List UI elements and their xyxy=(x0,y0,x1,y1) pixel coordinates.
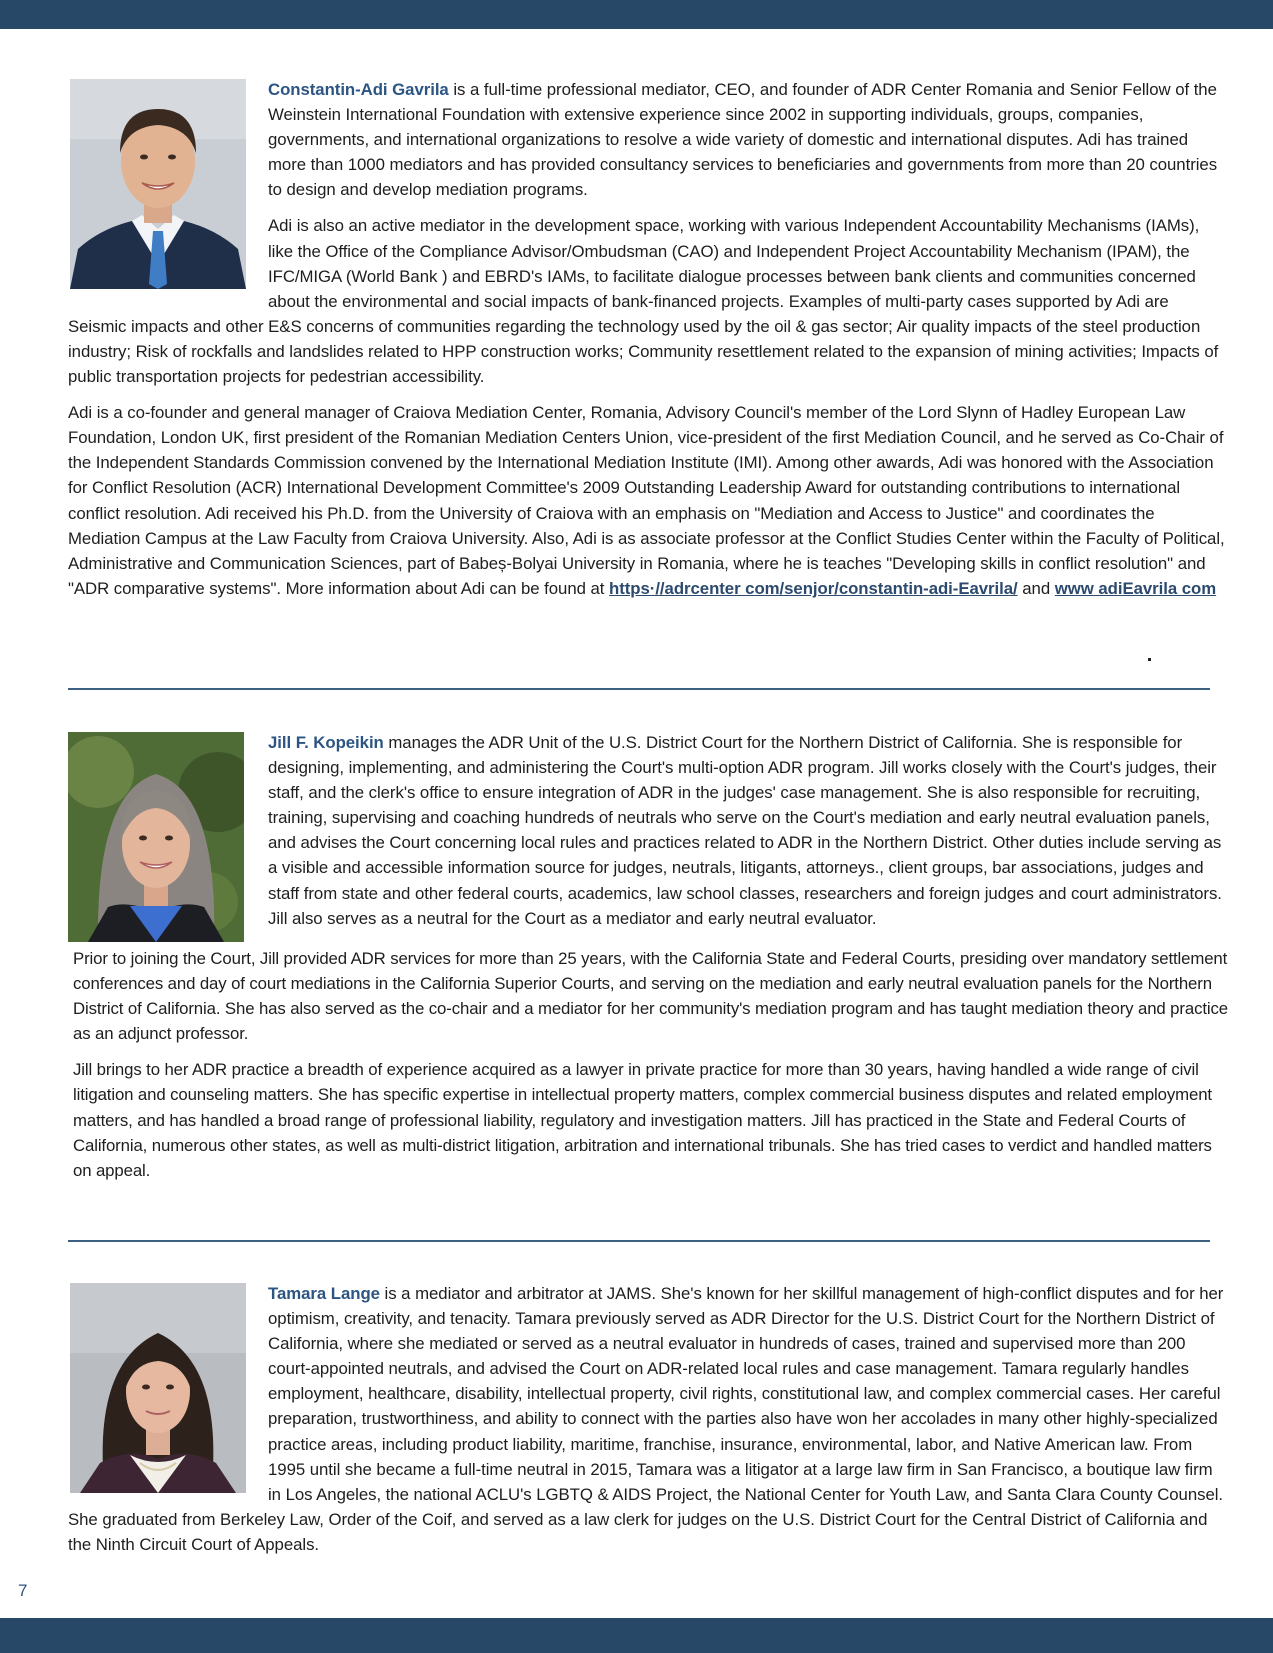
person-name: Constantin-Adi Gavrila xyxy=(268,80,449,99)
portrait-man-icon xyxy=(70,79,246,289)
personal-site-link[interactable]: www adiEavrila com xyxy=(1054,578,1217,598)
portrait-woman-icon xyxy=(68,732,244,942)
page-number: 7 xyxy=(18,1581,28,1600)
person-name: Jill F. Kopeikin xyxy=(268,733,384,752)
bio-paragraph-3: Jill brings to her ADR practice a breadth of experience acquired as a lawyer in private practice for more than 30 years, having handled a wide range of civil litigation and counseling matters. She has specific expertise in intellectual property matters, complex commercial business disputes and related employment matters, and has handled a broad range of professional liability, regulatory and investigation matters. Jill has practiced in the State and Federal Courts of California, numerous other states, as well as multi-district litigation, arbitration and international tribunals. She has tried cases to verdict and handled matters on appeal. xyxy=(73,1060,1212,1180)
person-name: Tamara Lange xyxy=(268,1284,380,1303)
adrcenter-link[interactable]: https·//adrcenter com/senjor/constantin-adi-Eavrila/ xyxy=(609,578,1018,598)
bottom-band xyxy=(0,1618,1273,1653)
stray-dot xyxy=(1148,658,1151,661)
portrait-woman-icon xyxy=(70,1283,246,1493)
bio-paragraph-3: Adi is a co-founder and general manager of Craiova Mediation Center, Romania, Advisory Council's member of the Lord Slynn of Hadley European Law Foundation, London UK, first president of the Romanian Mediation Centers Union, vice-president of the first Mediation Council, and he served as Co-Chair of the Independent Standards Commission convened by the International Mediation Institute (IMI). Among other awards, Adi was honored with the Association for Conflict Resolution (ACR) International Development Committee's 2009 Outstanding Leadership Award for outstanding contributions to international conflict resolution. Adi received his Ph.D. from the University of Craiova with an emphasis on "Mediation and Access to Justice" and coordinates the Mediation Campus at the Law Faculty from Craiova University. Also, Adi is as associate professor at the Conflict Studies Center within the Faculty of Political, Administrative and Communication Sciences, part of Babeș-Bolyai University in Romania, where he is teaches "Developing skills in conflict resolution" and "ADR comparative systems". More information about Adi can be found at https·//adrcenter com/senjor/constantin-adi-Eavrila/ and www adiEavrila com xyxy=(68,403,1225,598)
top-band xyxy=(0,0,1273,29)
section-divider xyxy=(68,1240,1210,1242)
bio-paragraph-1: Constantin-Adi Gavrila is a full-time professional mediator, CEO, and founder of ADR Center Romania and Senior Fellow of the Weinstein International Foundation with extensive experience since 2002 in supporting individuals, groups, companies, governments, and international organizations to resolve a wide variety of domestic and international disputes. Adi has trained more than 1000 mediators and has provided consultancy services to beneficiaries and governments from more than 20 countries to design and develop mediation programs. xyxy=(268,80,1218,200)
bio-paragraph-1: Tamara Lange is a mediator and arbitrator at JAMS. She's known for her skillful management of high-conflict disputes and for her optimism, creativity, and tenacity. Tamara previously served as ADR Director for the U.S. District Court for the Northern District of California, where she mediated or served as a neutral evaluator in hundreds of cases, trained and supervised more than 200 court-appointed neutrals, and advised the Court on ADR-related local rules and case management. Tamara regularly handles employment, healthcare, disability, intellectual property, civil rights, constitutional law, and complex commercial cases. Her careful preparation, trustworthiness, and ability to connect with the parties also have won her accolades in many other highly-specialized practice areas, including product liability, maritime, franchise, insurance, environmental, labor, and Native American law. From 1995 until she became a full-time neutral in 2015, Tamara was a litigator at a large law firm in San Francisco, a boutique law firm in Los Angeles, the national ACLU's LGBTQ & AIDS Project, the National Center for Youth Law, and Santa Clara County Counsel. She graduated from Berkeley Law, Order of the Coif, and served as a law clerk for judges on the U.S. District Court for the Central District of California and the Ninth Circuit Court of Appeals. xyxy=(68,1284,1224,1554)
bio-paragraph-1: Jill F. Kopeikin manages the ADR Unit of the U.S. District Court for the Northern District of California. She is responsible for designing, implementing, and administering the Court's multi-option ADR program. Jill works closely with the Court's judges, their staff, and the clerk's office to ensure integration of ADR in the judges' case management. She is also responsible for recruiting, training, supervising and coaching hundreds of neutrals who serve on the Court's mediation and early neutral evaluation panels, and advises the Court concerning local rules and practices related to ADR in the Northern District. Other duties include serving as a visible and accessible information source for judges, neutrals, litigants, attorneys., client groups, bar associations, judges and staff from state and other federal courts, academics, law school classes, researchers and foreign judges and court administrators. Jill also serves as a neutral for the Court as a mediator and early neutral evaluator. xyxy=(268,733,1222,928)
bio-lange xyxy=(68,1281,1228,1568)
bio-kopeikin xyxy=(68,730,1228,1194)
section-divider xyxy=(68,688,1210,690)
bio-gavrila xyxy=(68,77,1228,601)
bio-paragraph-2: Adi is also an active mediator in the development space, working with various Independent Accountability Mechanisms (IAMs), like the Office of the Compliance Advisor/Ombudsman (CAO) and Independent Project Accountability Mechanism (IPAM), the IFC/MIGA (World Bank ) and EBRD's IAMs, to facilitate dialogue processes between bank clients and communities concerned about the environmental and social impacts of bank-financed projects. Examples of multi-party cases supported by Adi are Seismic impacts and other E&S concerns of communities regarding the technology used by the oil & gas sector; Air quality impacts of the steel production industry; Risk of rockfalls and landslides related to HPP construction works; Community resettlement related to the expansion of mining activities; Impacts of public transportation projects for pedestrian accessibility. xyxy=(68,216,1219,387)
bio-paragraph-2: Prior to joining the Court, Jill provided ADR services for more than 25 years, with the California State and Federal Courts, presiding over mandatory settlement conferences and day of court mediations in the California Superior Courts, and serving on the mediation and early neutral evaluation panels for the Northern District of California. She has also served as the co-chair and a mediator for her community's mediation program and has taught mediation theory and practice as an adjunct professor. xyxy=(73,949,1228,1044)
